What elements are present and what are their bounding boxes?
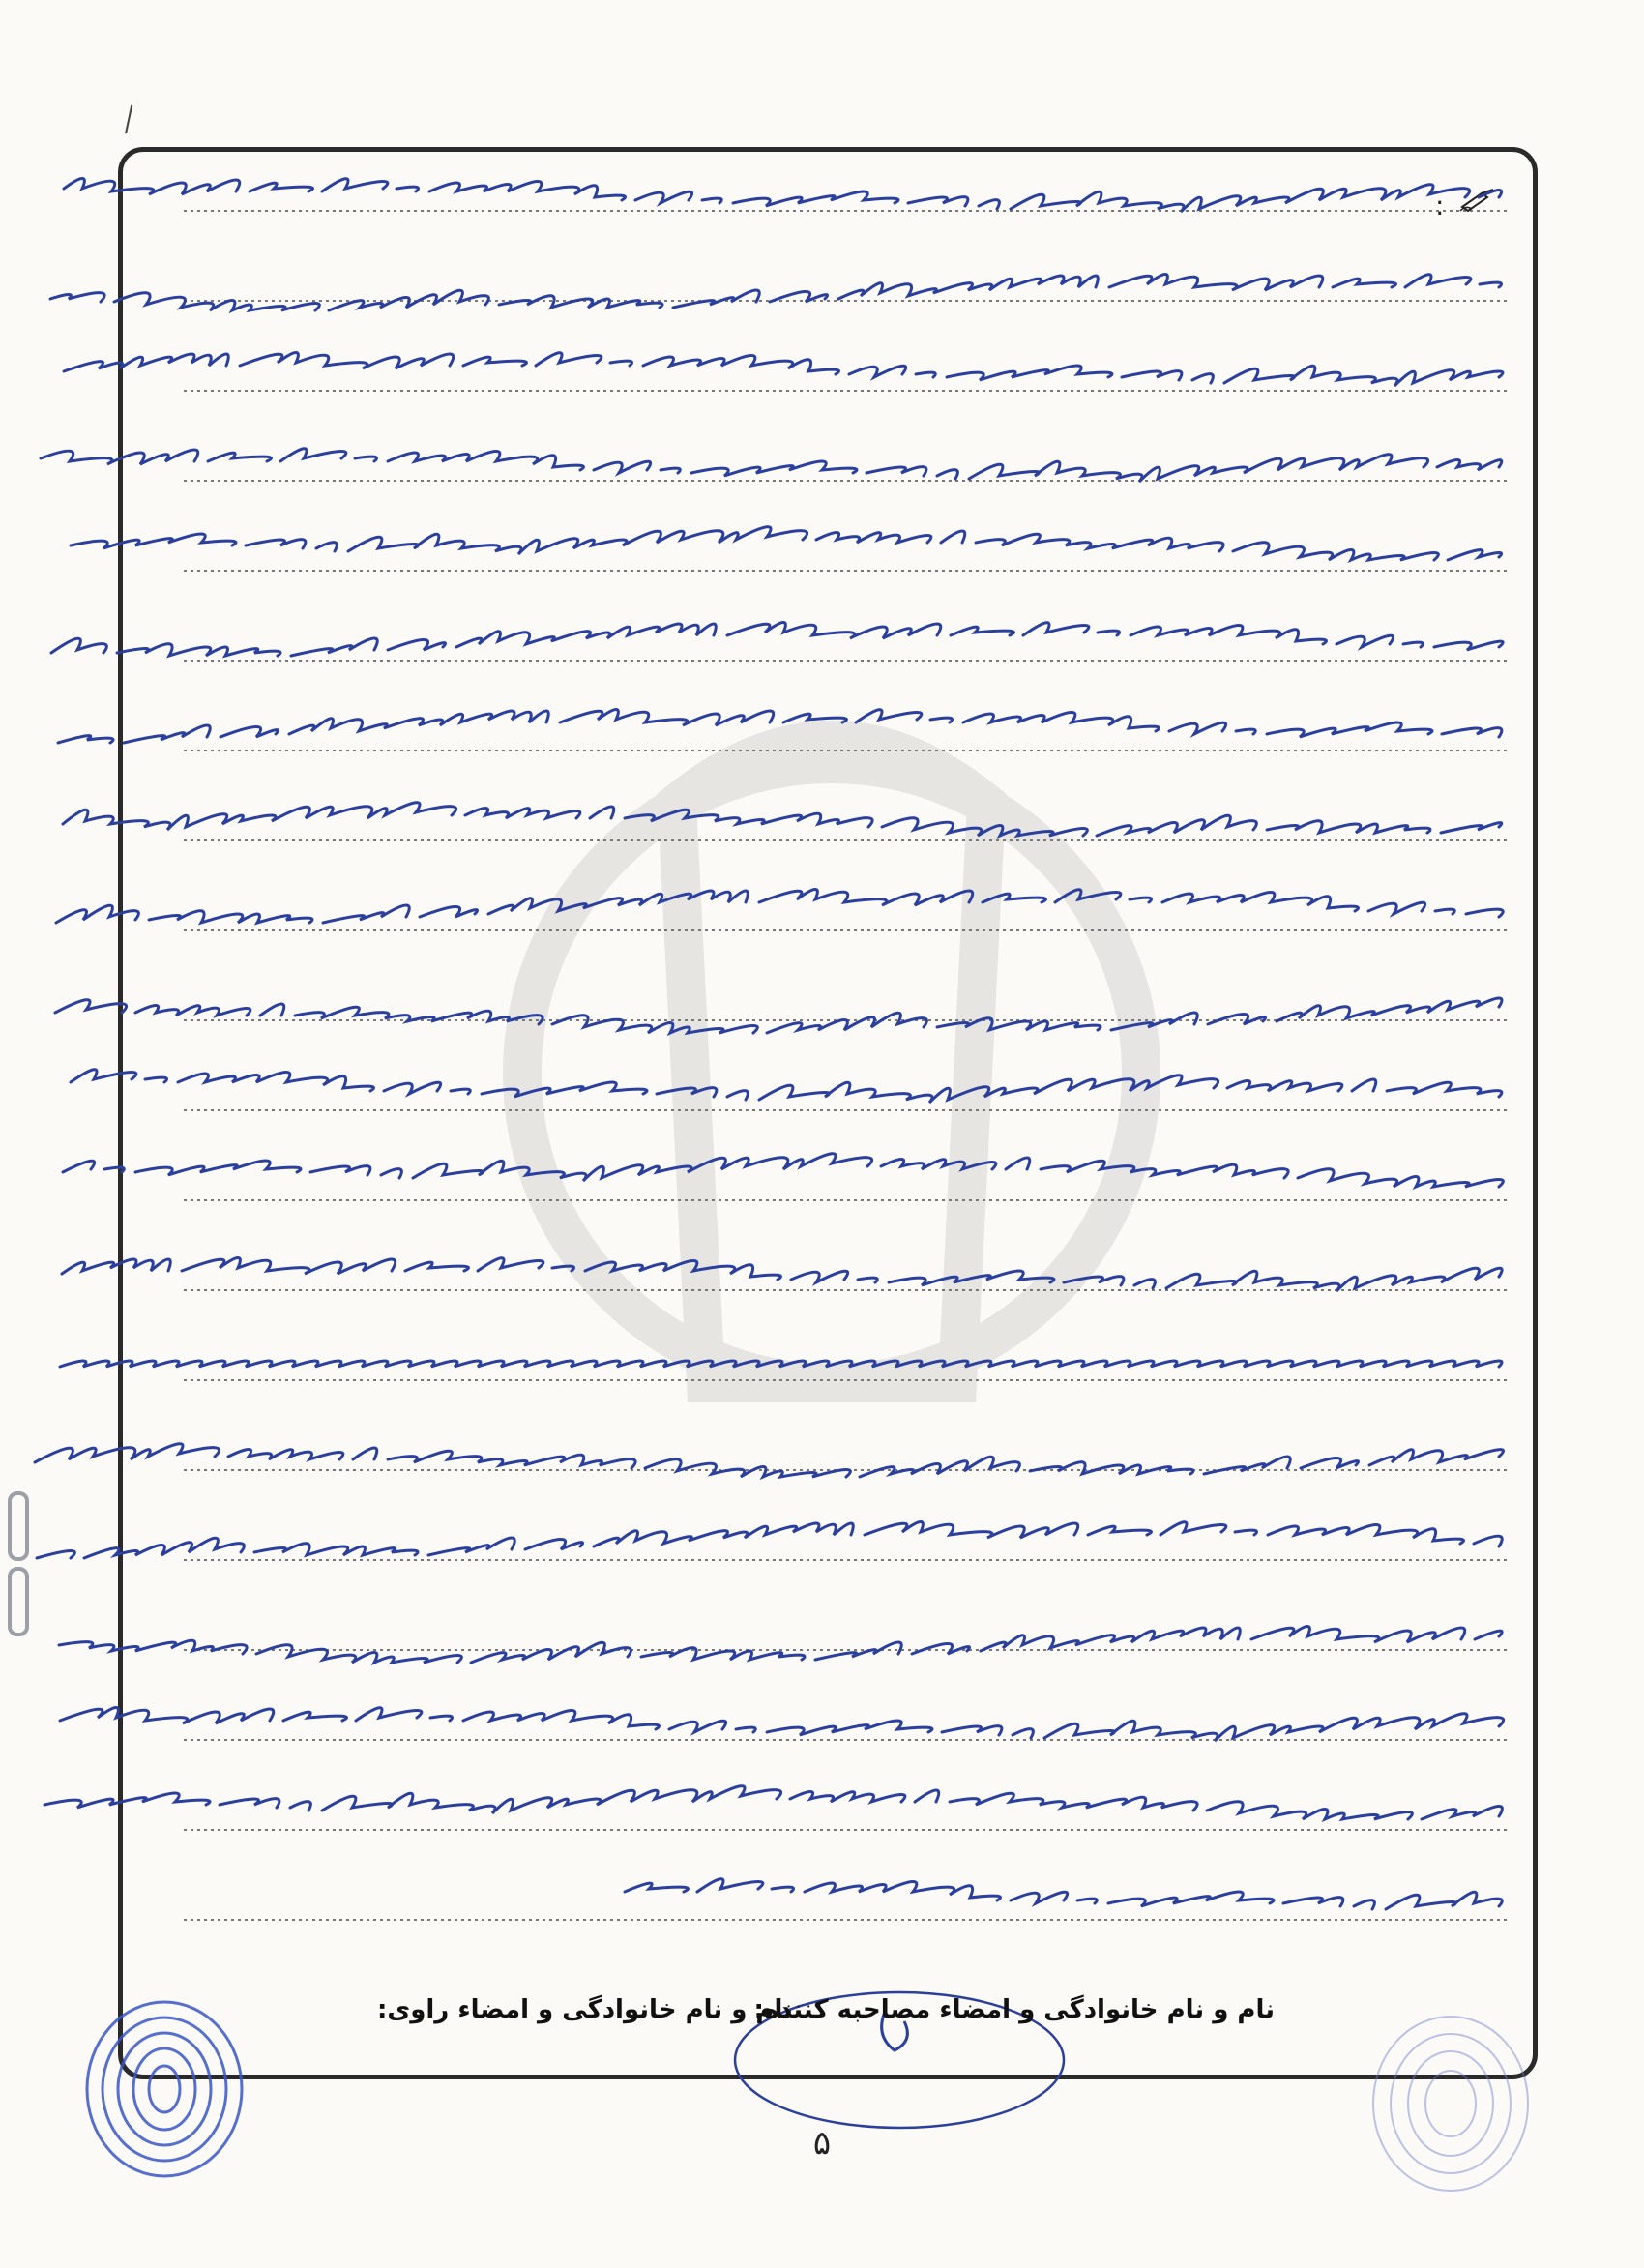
interviewer-signature-label: نام و نام خانوادگی و امضاء مصاحبه کننده: bbox=[753, 1995, 1275, 2024]
narrator-signature-label: نام و نام خانوادگی و امضاء راوی: bbox=[377, 1995, 793, 2024]
colon-mark: : bbox=[1435, 190, 1445, 221]
page-number: ۵ bbox=[812, 2124, 832, 2163]
